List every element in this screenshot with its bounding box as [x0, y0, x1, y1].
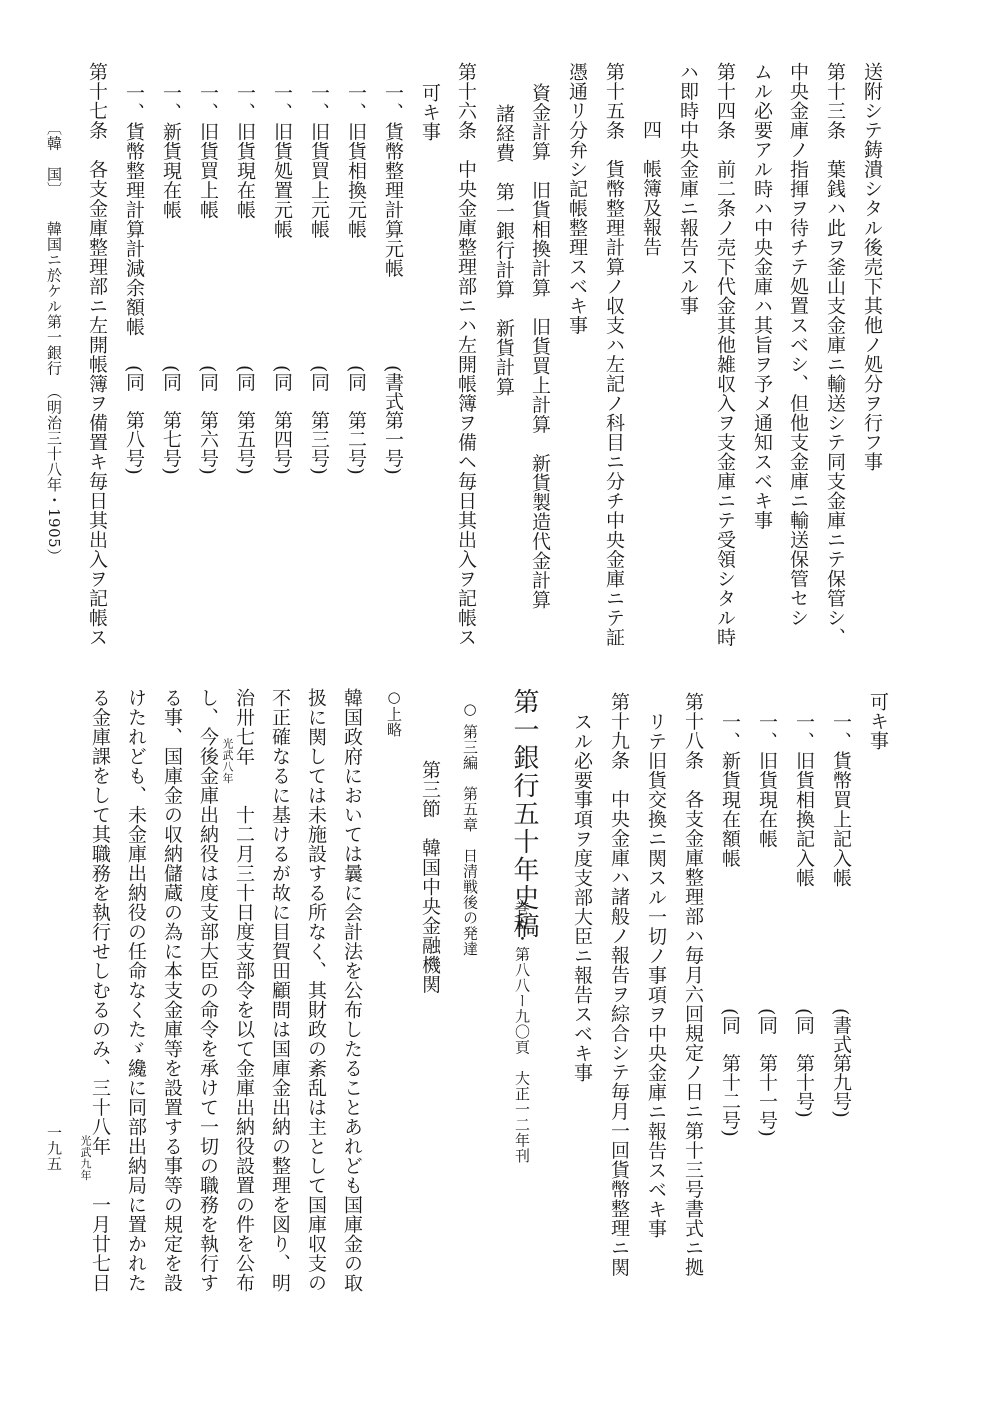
ledger-item: 一、新貨現在額帳	[719, 712, 741, 868]
form-reference: (書式第一号)	[382, 365, 404, 475]
ledger-item: 一、旧貨処置元帳	[271, 83, 293, 239]
form-reference: (同 第十号)	[793, 1008, 815, 1118]
body-text: る事、国庫金の収納儲蔵の為に本支金庫等を設置する事等の規定を設	[161, 688, 183, 1293]
text-column: 送附シテ鋳潰シタル後売下其他ノ処分ヲ行フ事	[861, 62, 883, 472]
article-14: 第十四条 前二条ノ売下代金其他雑収入ヲ支金庫ニテ受領シタル時	[714, 62, 736, 647]
omission-note: ○上略	[385, 688, 403, 738]
form-reference: (書式第九号)	[830, 1008, 852, 1118]
text-column: 可キ事	[419, 83, 441, 142]
form-reference: (同 第七号)	[160, 365, 182, 475]
source-meta: 巻五・第八八ー九〇頁 大正一二年刊	[513, 900, 531, 1164]
body-text: る金庫課をして其職務を執行せしむるのみ、三十八年 一月廿七日	[89, 688, 111, 1293]
form-reference: (同 第八号)	[123, 365, 145, 475]
body-text: 扱に関しては未施設する所なく、其財政の紊乱は主として国庫収支の	[305, 688, 327, 1293]
era-annotation: 光武八年	[221, 738, 234, 784]
body-text: 治卅七年 十二月三十日度支部令を以て金庫出納役設置の件を公布	[233, 688, 255, 1293]
ledger-item: 一、貨幣買上記入帳	[830, 712, 852, 888]
ledger-item: 一、旧貨相換記入帳	[793, 712, 815, 888]
article-16: 第十六条 中央金庫整理部ニハ左開帳簿ヲ備ヘ毎日其出入ヲ記帳ス	[455, 62, 477, 647]
text-column: 可キ事	[867, 692, 889, 751]
article-18: 第十八条 各支金庫整理部ハ毎月六回規定ノ日ニ第十三号書式ニ拠	[682, 692, 704, 1277]
body-text: けたれども、未金庫出納役の任命なくたゞ纔に同部出納局に置かれた	[125, 688, 147, 1293]
form-reference: (同 第二号)	[345, 365, 367, 475]
form-reference: (同 第十二号)	[719, 1008, 741, 1137]
running-header: 〔韓 国〕 韓国ニ於ケル第一銀行 （明治三十八年・1905）	[45, 120, 63, 564]
ledger-item: 一、旧貨買上帳	[197, 83, 219, 220]
body-text: 韓国政府においては曩に会計法を公布したることあれども国庫金の取	[341, 688, 363, 1293]
article-19: 第十九条 中央金庫ハ諸般ノ報告ヲ綜合シテ毎月一回貨幣整理ニ関	[608, 692, 630, 1277]
body-text: 不正確なるに基けるが故に目賀田顧問は国庫金出納の整理を図り、明	[269, 688, 291, 1293]
account-list: 資金計算 旧貨相換計算 旧貨買上計算 新貨製造代金計算	[529, 83, 551, 610]
ledger-item: 一、貨幣整理計算計減余額帳	[123, 83, 145, 337]
ledger-item: 一、旧貨現在帳	[234, 83, 256, 220]
article-15: 第十五条 貨幣整理計算ノ収支ハ左記ノ科目ニ分チ中央金庫ニテ証	[603, 62, 625, 647]
era-annotation: 光武九年	[79, 1135, 92, 1181]
subheading-books-reports: 四 帳簿及報告	[640, 120, 662, 257]
ledger-item: 一、旧貨現在帳	[756, 712, 778, 849]
text-column: ハ即時中央金庫ニ報告スル事	[677, 62, 699, 316]
chapter-reference: ○ 第三編 第五章 日清戦後の発達	[461, 700, 479, 957]
text-column: スル必要事項ヲ度支部大臣ニ報告スベキ事	[571, 712, 593, 1083]
text-column: 中央金庫ノ指揮ヲ待チテ処置スベシ、但他支金庫ニ輸送保管セシ	[787, 62, 809, 628]
ledger-item: 一、新貨現在帳	[160, 83, 182, 220]
source-title: 第一銀行五十年史稿	[509, 688, 539, 940]
form-reference: (同 第十一号)	[756, 1008, 778, 1137]
form-reference: (同 第六号)	[197, 365, 219, 475]
form-reference: (同 第三号)	[308, 365, 330, 475]
article-17: 第十七条 各支金庫整理部ニ左開帳簿ヲ備置キ毎日其出入ヲ記帳ス	[86, 62, 108, 647]
text-column: リテ旧貨交換ニ関スル一切ノ事項ヲ中央金庫ニ報告スベキ事	[645, 712, 667, 1239]
page-number: 一九五	[45, 1125, 63, 1172]
text-column: ムル必要アル時ハ中央金庫ハ其旨ヲ予メ通知スベキ事	[751, 62, 773, 530]
text-column: 憑通リ分弁シ記帳整理スベキ事	[566, 62, 588, 335]
account-list: 諸経費 第一銀行計算 新貨計算	[493, 104, 515, 397]
section-heading: 第三節 韓国中央金融機関	[419, 760, 441, 994]
ledger-item: 一、貨幣整理計算元帳	[382, 83, 404, 278]
article-13: 第十三条 葉銭ハ此ヲ釜山支金庫ニ輸送シテ同支金庫ニテ保管シ、	[824, 62, 846, 647]
ledger-item: 一、旧貨相換元帳	[345, 83, 367, 239]
form-reference: (同 第五号)	[234, 365, 256, 475]
form-reference: (同 第四号)	[271, 365, 293, 475]
body-text: し、今後金庫出納役は度支部大臣の命令を承けて一切の職務を執行す	[197, 688, 219, 1293]
ledger-item: 一、旧貨買上元帳	[308, 83, 330, 239]
